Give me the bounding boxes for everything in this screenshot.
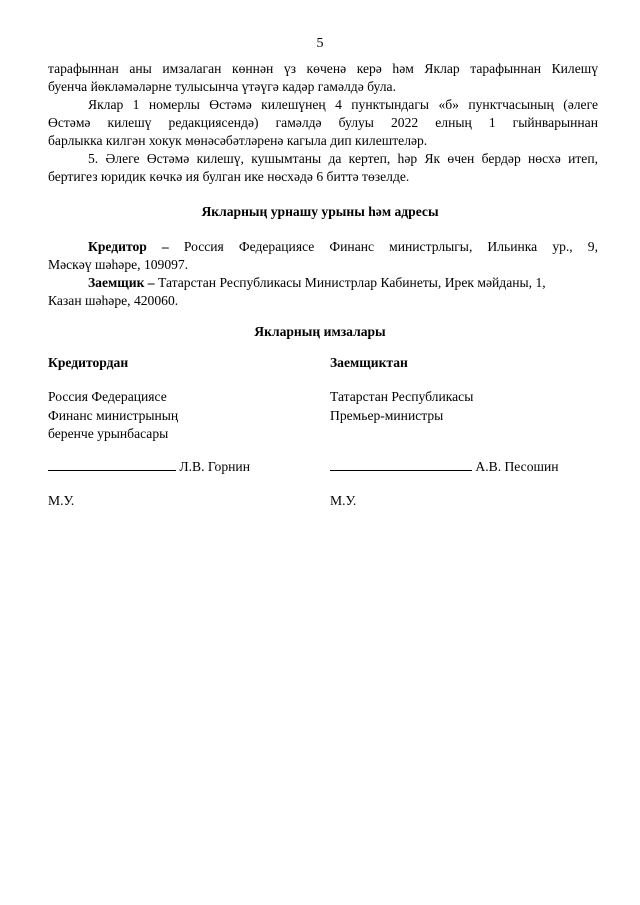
creditor-address-text: Россия Федерациясе Финанс министрлыгы, Ильинка ур., 9,	[183, 239, 598, 254]
position-line: Финанс министрының	[48, 407, 179, 423]
paragraph-line: 5. Әлеге Өстәмә килешү, кушымтаны да кертеп, һәр Як өчен бердәр нөсхә итеп,	[88, 151, 598, 166]
paragraph-line: Өстәмә килешү редакциясендә) гамәлдә булуы 2022 елның 1 гыйнварыннан	[48, 115, 598, 130]
creditor-signatory-name: Л.В. Горнин	[179, 459, 250, 474]
paragraph-line: буенча йөкләмәләрне тулысынча үтәүгә кадәр гамәлдә була.	[48, 79, 396, 94]
paragraph-line: барлыкка килгән хокук мөнәсәбәтләренә кагыла дип килештеләр.	[48, 133, 428, 148]
paragraph-line: тарафыннан аны имзалаган көннән үз көченә керә һәм Яклар тарафыннан Килешү	[48, 61, 598, 76]
signature-underline	[330, 458, 472, 471]
position-line: Россия Федерациясе	[48, 389, 167, 404]
signature-underline	[48, 458, 176, 471]
position-line: Татарстан Республикасы	[330, 389, 474, 404]
creditor-address-cont: Мәскәү шәһәре, 109097.	[48, 257, 189, 272]
paragraph-line: Яклар 1 номерлы Өстәмә килешүнең 4 пунктындагы «б» пунктчасының (әлеге	[88, 97, 598, 112]
creditor-signature-heading: Кредитордан	[48, 355, 129, 370]
addresses-heading: Якларның урнашу урыны һәм адресы	[201, 204, 439, 219]
borrower-address	[48, 274, 598, 293]
borrower-label: Заемщик –	[88, 275, 155, 290]
borrower-signature-heading: Заемщиктан	[330, 355, 408, 370]
creditor-address	[48, 238, 598, 257]
position-line: Премьер-министры	[330, 407, 444, 423]
position-line: беренче урынбасары	[48, 426, 169, 442]
borrower-address-cont: Казан шәһәре, 420060.	[48, 293, 179, 308]
creditor-signature-line	[48, 458, 250, 475]
page-number: 5	[316, 36, 324, 51]
borrower-signatory-position	[330, 388, 473, 425]
paragraph-line: бертигез юридик көчкә ия булган ике нөсхәдә 6 биттә төзелде.	[48, 169, 410, 184]
creditor-signatory-position	[48, 388, 178, 444]
borrower-address-text: Татарстан Республикасы Министрлар Кабинеты, Ирек мәйданы, 1,	[158, 275, 546, 290]
borrower-signature-line	[330, 458, 559, 475]
borrower-signatory-name: А.В. Песошин	[475, 459, 559, 474]
borrower-seal-mark: М.У.	[330, 493, 357, 508]
creditor-label: Кредитор –	[88, 239, 169, 254]
signatures-heading: Якларның имзалары	[254, 324, 386, 339]
creditor-seal-mark: М.У.	[48, 493, 75, 508]
